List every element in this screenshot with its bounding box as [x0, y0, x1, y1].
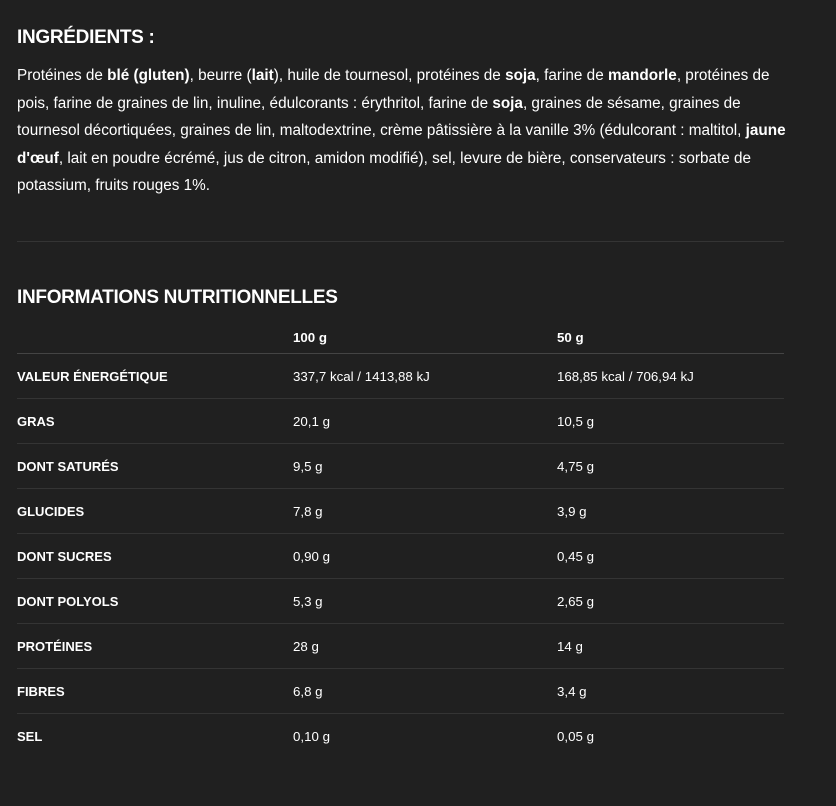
- ingredient-segment: , farine de: [535, 67, 608, 84]
- nutrition-title: INFORMATIONS NUTRITIONNELLES: [17, 287, 338, 308]
- allergen-soja: soja: [505, 67, 536, 84]
- value-50g: 10,5 g: [557, 413, 594, 429]
- nutrient-label: SEL: [17, 728, 43, 744]
- nutrient-label: GLUCIDES: [17, 503, 85, 519]
- nutrition-table: [17, 322, 784, 758]
- nutrient-label: PROTÉINES: [17, 638, 93, 654]
- nutrient-label: GRAS: [17, 413, 55, 429]
- value-50g: 0,45 g: [557, 548, 594, 564]
- table-row: [17, 714, 784, 758]
- ingredient-segment: ), huile de tournesol, protéines de: [273, 67, 506, 84]
- nutrient-label: DONT SATURÉS: [17, 458, 119, 474]
- nutrient-label: VALEUR ÉNERGÉTIQUE: [17, 368, 168, 384]
- ingredient-segment: Protéines de: [17, 67, 108, 84]
- allergen-mandorle: mandorle: [607, 67, 677, 84]
- value-100g: 7,8 g: [293, 503, 323, 519]
- value-100g: 9,5 g: [293, 458, 323, 474]
- table-row: [17, 579, 784, 624]
- table-row: [17, 354, 784, 399]
- nutrient-label: DONT SUCRES: [17, 548, 112, 564]
- value-100g: 337,7 kcal / 1413,88 kJ: [293, 368, 430, 384]
- section-divider: [17, 241, 784, 242]
- value-100g: 20,1 g: [293, 413, 330, 429]
- value-50g: 14 g: [557, 638, 583, 654]
- table-row: [17, 669, 784, 714]
- nutrient-label: FIBRES: [17, 683, 65, 699]
- table-row: [17, 399, 784, 444]
- table-row: [17, 624, 784, 669]
- ingredient-segment: , protéines de pois, farine de graines de lin, inuline, édulcorants : érythritol, farine de: [17, 67, 770, 112]
- ingredients-text: [17, 62, 787, 200]
- table-row: [17, 444, 784, 489]
- ingredient-segment: , lait en poudre écrémé, jus de citron, amidon modifié), sel, levure de bière, conservateurs : sorbate de potassium, fruits rouges 1%.: [17, 149, 751, 195]
- nutrient-label: DONT POLYOLS: [17, 593, 119, 609]
- value-50g: 2,65 g: [557, 593, 594, 609]
- value-50g: 0,05 g: [557, 728, 594, 744]
- allergen-gluten: blé (gluten): [107, 67, 190, 84]
- header-100g: 100 g: [293, 330, 328, 345]
- value-50g: 4,75 g: [557, 458, 594, 474]
- header-50g: 50 g: [557, 330, 584, 345]
- value-100g: 0,90 g: [293, 548, 330, 564]
- allergen-oeuf: jaune d'œuf: [17, 122, 786, 167]
- ingredient-segment: , beurre (: [189, 67, 252, 84]
- ingredients-title: INGRÉDIENTS :: [17, 27, 155, 48]
- allergen-soja: soja: [492, 94, 523, 112]
- value-100g: 0,10 g: [293, 728, 330, 744]
- value-50g: 3,4 g: [557, 683, 587, 699]
- allergen-lait: lait: [251, 67, 274, 84]
- value-50g: 3,9 g: [557, 503, 587, 519]
- value-50g: 168,85 kcal / 706,94 kJ: [557, 368, 694, 384]
- value-100g: 28 g: [293, 638, 319, 654]
- table-row: [17, 534, 784, 579]
- nutrition-table-header: [17, 322, 784, 354]
- table-row: [17, 489, 784, 534]
- value-100g: 5,3 g: [293, 593, 323, 609]
- value-100g: 6,8 g: [293, 683, 323, 699]
- ingredient-segment: , graines de sésame, graines de tournesol décortiquées, graines de lin, maltodextrine, crème pâtissière à la vanille 3% (édulcorant : maltitol,: [17, 94, 746, 140]
